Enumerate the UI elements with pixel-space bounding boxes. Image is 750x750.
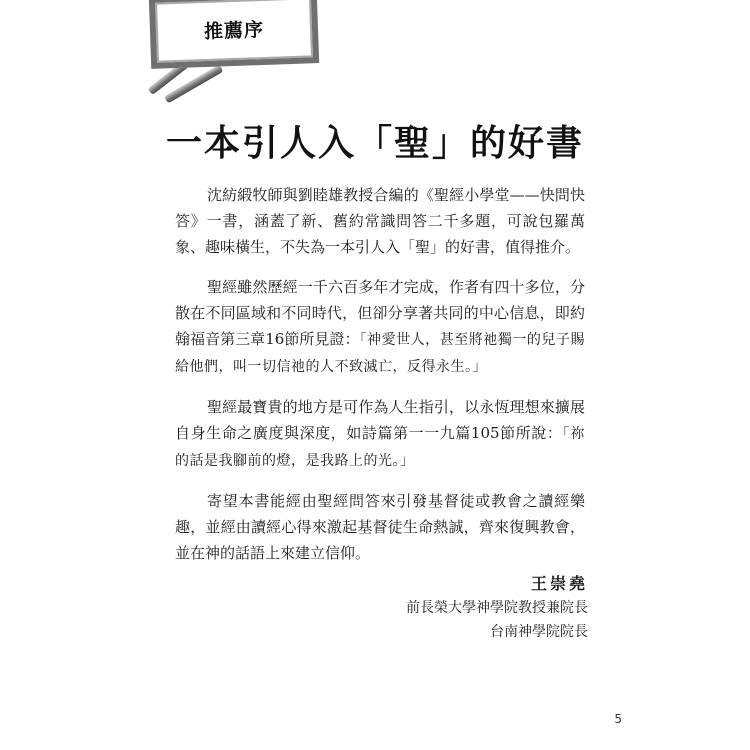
paragraph-text: 寄望本書能經由聖經問答來引發基督徒或教會之讀經樂趣，並經由讀經心得來激起基督徒生命熱誠，齊來復興教會，並在神的話語上來建立信仰。 [175, 492, 585, 562]
section-label-frame [149, 0, 319, 69]
author-title: 台南神學院院長 [490, 624, 588, 640]
author-title: 前長榮大學神學院教授兼院長 [406, 600, 588, 616]
signature-block [406, 572, 588, 644]
page-title: 一本引人入「聖」的好書 [165, 122, 584, 164]
paragraph-4 [175, 488, 585, 566]
paragraph-text: 聖經雖然歷經一千六百多年才完成，作者有四十多位，分散在不同區域和不同時代，但卻分享著共同的中心信息，即約翰福音第三章16節所見證： [175, 278, 585, 348]
body-text [175, 182, 585, 580]
paragraph-2 [175, 274, 585, 380]
scripture-quote: 「祢的話是我腳前的燈，是我路上的光。」 [175, 426, 585, 469]
author-name: 王崇堯 [530, 574, 588, 593]
paragraph-text: 沈紡緞牧師與劉睦雄教授合編的《聖經小學堂——快問快答》一書，涵蓋了新、舊約常識問答二千多題，可說包羅萬象、趣味橫生，不失為一本引人入「聖」的好書，值得推介。 [175, 186, 585, 256]
paragraph-1 [175, 182, 585, 260]
page-number: 5 [614, 712, 622, 726]
scripture-quote: 「神愛世人，甚至將祂獨一的兒子賜給他們，叫一切信祂的人不致滅亡，反得永生。」 [175, 332, 586, 375]
paragraph-3 [175, 394, 585, 474]
paragraph-text: 聖經最寶貴的地方是可作為人生指引，以永恆理想來擴展自身生命之廣度與深度，如詩篇第一一九篇105節所說： [175, 398, 585, 442]
section-label: 推薦序 [203, 18, 265, 44]
